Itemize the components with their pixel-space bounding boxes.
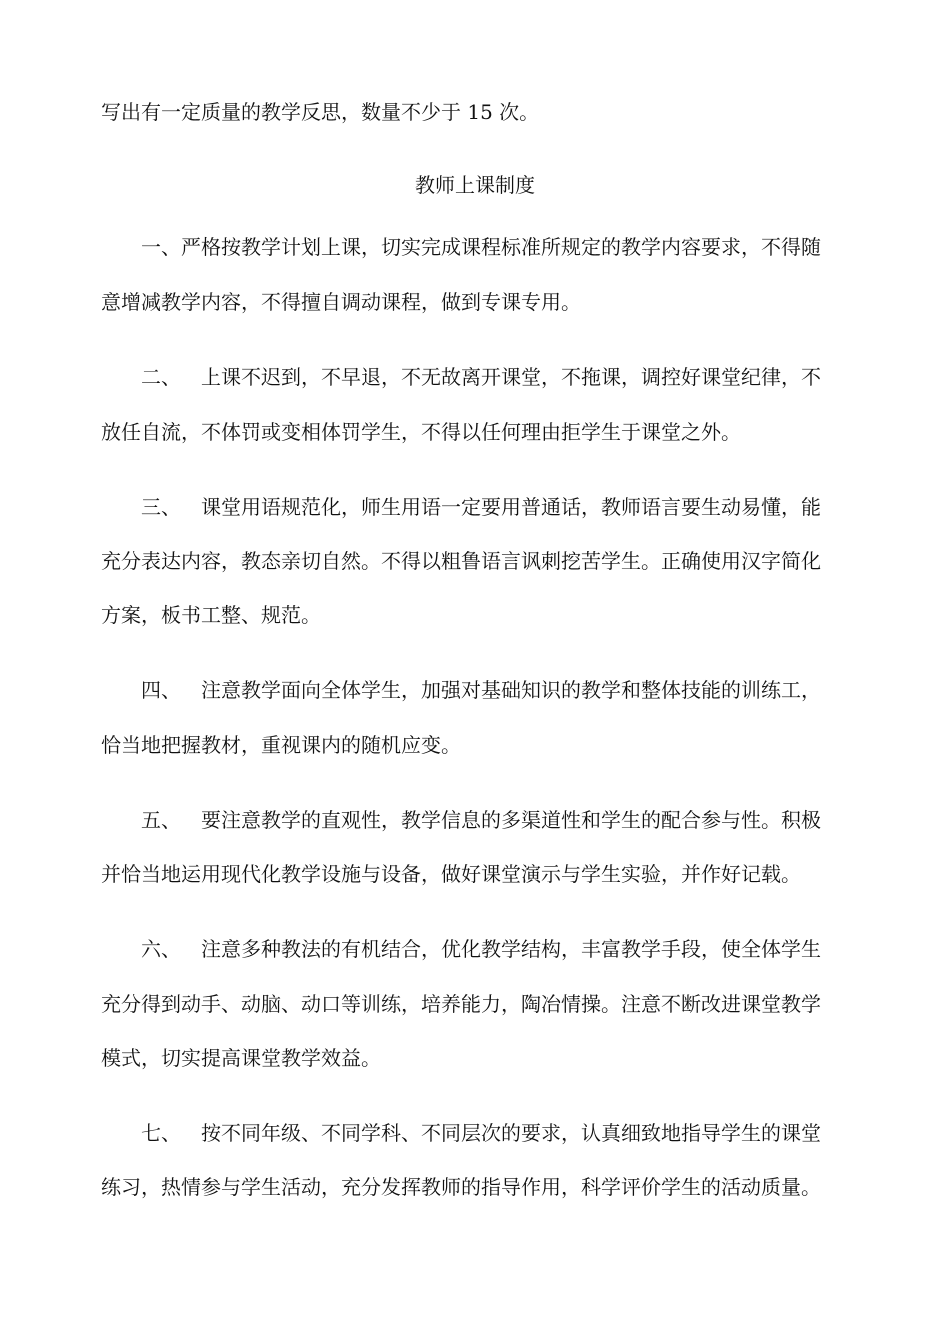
item-1-text-1: 严格按教学计划上课，切实完成课程标准所规定的教学内容要求，不得随 [181,235,821,259]
item-2-text-1: 上课不迟到，不早退，不无故离开课堂，不拖课，调控好课堂纪律，不 [201,365,821,389]
item-7-line-1 [141,1119,821,1147]
item-7-text-1: 按不同年级、不同学科、不同层次的要求，认真细致地指导学生的课堂 [201,1121,821,1145]
item-5-line-1 [141,806,821,834]
item-4-number: 四、 [141,678,181,702]
item-2-number: 二、 [141,365,181,389]
section-title: 教师上课制度 [415,173,535,197]
item-4-line-2: 恰当地把握教材，重视课内的随机应变。 [101,733,461,757]
item-3-line-3: 方案，板书工整、规范。 [101,603,321,627]
item-6-text-1: 注意多种教法的有机结合，优化教学结构，丰富教学手段，使全体学生 [201,937,821,961]
item-7-number: 七、 [141,1121,181,1145]
item-1-line-2: 意增减教学内容，不得擅自调动课程，做到专课专用。 [101,290,581,314]
item-4-text-1: 注意教学面向全体学生，加强对基础知识的教学和整体技能的训练工， [201,678,821,702]
continuation-text: 写出有一定质量的教学反思，数量不少于 15 次。 [101,100,540,124]
item-6-number: 六、 [141,937,181,961]
item-1-number: 一、 [141,235,181,259]
item-2-line-1 [141,363,821,391]
item-5-number: 五、 [141,808,181,832]
item-6-line-2: 充分得到动手、动脑、动口等训练，培养能力，陶冶情操。注意不断改进课堂教学 [101,992,821,1016]
item-7-line-2: 练习，热情参与学生活动，充分发挥教师的指导作用，科学评价学生的活动质量。 [101,1175,821,1199]
item-3-text-1: 课堂用语规范化，师生用语一定要用普通话，教师语言要生动易懂，能 [201,495,821,519]
item-4-line-1 [141,676,821,704]
item-3-line-1 [141,493,821,521]
item-3-number: 三、 [141,495,181,519]
item-5-line-2: 并恰当地运用现代化教学设施与设备，做好课堂演示与学生实验，并作好记载。 [101,862,801,886]
item-5-text-1: 要注意教学的直观性，教学信息的多渠道性和学生的配合参与性。积极 [201,808,821,832]
item-3-line-2: 充分表达内容，教态亲切自然。不得以粗鲁语言讽刺挖苦学生。正确使用汉字简化 [101,549,821,573]
item-6-line-3: 模式，切实提高课堂教学效益。 [101,1046,381,1070]
item-2-line-2: 放任自流，不体罚或变相体罚学生，不得以任何理由拒学生于课堂之外。 [101,420,741,444]
item-6-line-1 [141,935,821,963]
item-1-line-1 [141,233,821,261]
